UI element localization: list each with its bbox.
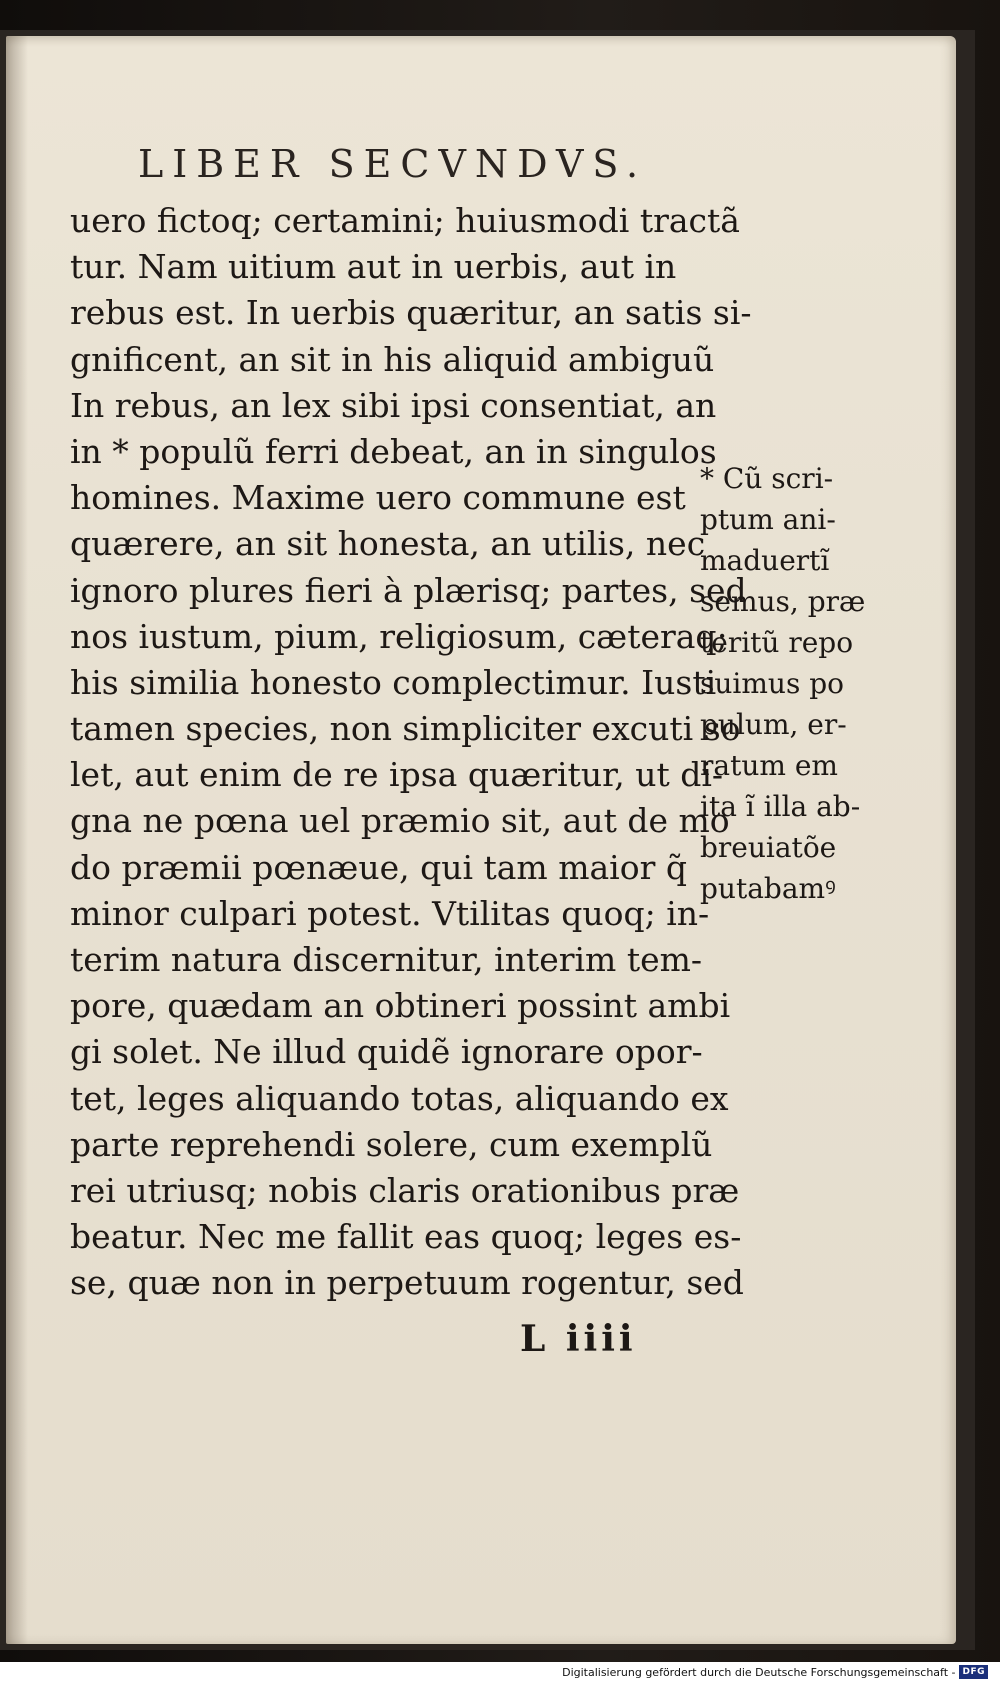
marginal-line: breuiatõe — [700, 831, 837, 864]
text-line: pore, quædam an obtineri possint ambi — [70, 986, 731, 1026]
text-line: quærere, an sit honesta, an utilis, nec — [70, 524, 706, 564]
marginal-line: semus, præ — [700, 585, 866, 618]
text-line: his similia honesto complectimur. Iusti — [70, 662, 717, 702]
text-line: let, aut enim de re ipsa quæritur, ut di- — [70, 755, 724, 795]
marginal-note — [700, 458, 870, 909]
dfg-logo-icon: DFG — [959, 1665, 988, 1679]
main-text-block — [70, 198, 752, 1307]
text-line: gna ne pœna uel præmio sit, aut de mo — [70, 801, 730, 841]
text-line: in * populũ ferri debeat, an in singulos — [70, 431, 717, 471]
text-line: gnificent, an sit in his aliquid ambiguũ — [70, 339, 715, 379]
credit-bar — [0, 1662, 1000, 1684]
text-line: uero fictoq; certamini; huiusmodi tractã — [70, 201, 740, 240]
text-line: tamen species, non simpliciter excuti so — [70, 709, 741, 749]
text-line: rebus est. In uerbis quæritur, an satis si- — [70, 293, 752, 333]
text-line: tet, leges aliquando totas, aliquando ex — [70, 1078, 729, 1118]
text-line: parte reprehendi solere, cum exemplũ — [70, 1124, 713, 1164]
text-line: homines. Maxime uero commune est — [70, 478, 686, 518]
marginal-line: maduertĩ — [700, 544, 830, 577]
funding-credit — [562, 1665, 988, 1679]
marginal-line: putabamꝰ — [700, 872, 836, 905]
marginal-line: ratum em — [700, 749, 838, 782]
text-line: minor culpari potest. Vtilitas quoq; in- — [70, 893, 710, 933]
text-line: terim natura discernitur, interim tem- — [70, 940, 703, 979]
credit-text: Digitalisierung gefördert durch die Deutsche Forschungsgemeinschaft - — [562, 1665, 956, 1679]
marginal-line: pulum, er- — [700, 708, 847, 741]
text-line: se, quæ non in perpetuum rogentur, sed — [70, 1263, 744, 1303]
text-line: gi solet. Ne illud quidẽ ignorare opor- — [70, 1032, 703, 1072]
text-line: ignoro plures fieri à plærisq; partes, sed — [70, 570, 747, 610]
running-title: LIBER SECVNDVS. — [138, 142, 648, 186]
text-line: In rebus, an lex sibi ipsi consentiat, an — [70, 385, 717, 425]
text-line: beatur. Nec me fallit eas quoq; leges es- — [70, 1217, 742, 1257]
marginal-line: teritũ repo — [700, 626, 854, 659]
signature-mark: L iiii — [520, 1318, 637, 1360]
text-line: nos iustum, pium, religiosum, cæteraq; — [70, 616, 728, 656]
text-line: do præmii pœnæue, qui tam maior q̃ — [70, 847, 687, 887]
text-line: tur. Nam uitium aut in uerbis, aut in — [70, 247, 677, 287]
marginal-line: suimus po — [700, 667, 844, 700]
text-line: rei utriusq; nobis claris orationibus præ — [70, 1170, 740, 1210]
marginal-line: ptum ani- — [700, 503, 836, 536]
marginal-line: ita ĩ illa ab- — [700, 790, 861, 823]
marginal-line: * Cũ scri- — [700, 462, 834, 495]
